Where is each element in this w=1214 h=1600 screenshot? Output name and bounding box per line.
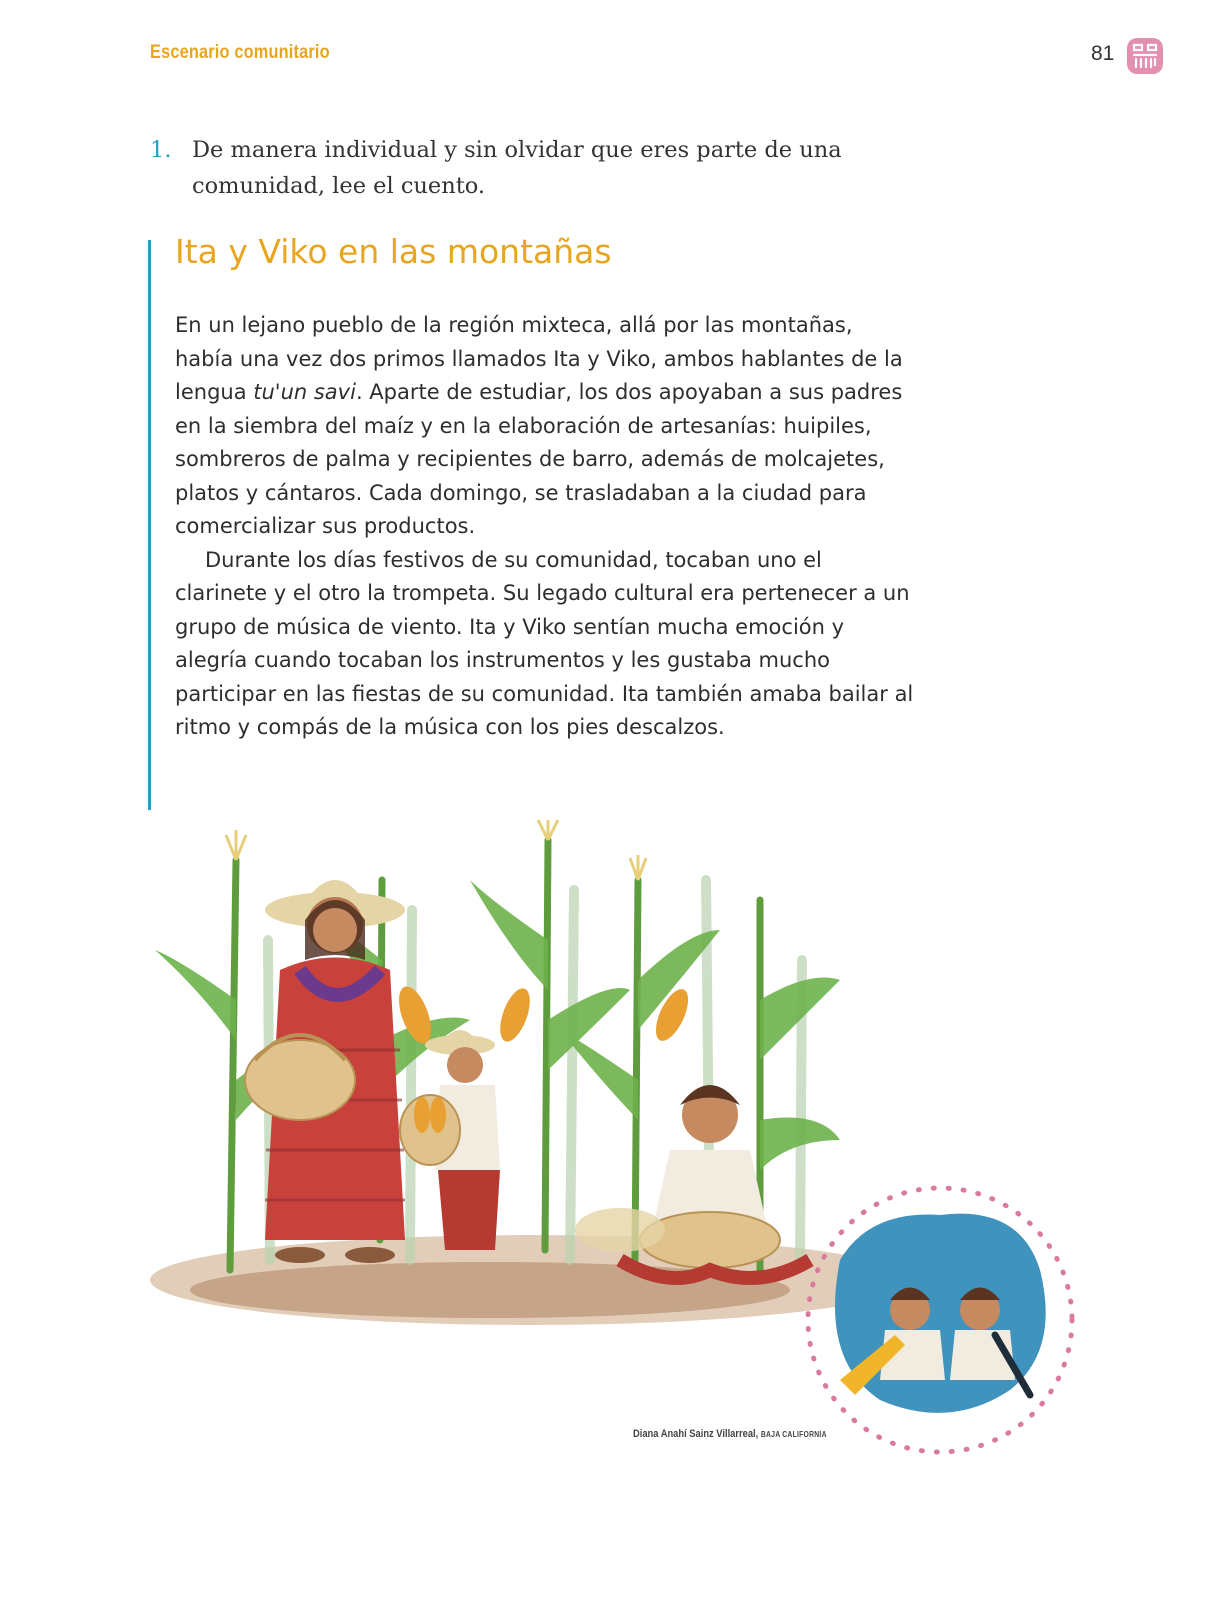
mixtec-glyph-icon xyxy=(1127,38,1163,74)
cornfield-illustration xyxy=(150,820,1214,1470)
activity-text: De manera individual y sin olvidar que eres parte de una comunidad, lee el cuento. xyxy=(192,137,842,199)
seated-boy-figure xyxy=(575,1085,810,1278)
music-inset xyxy=(808,1188,1072,1452)
story-p1-part: En un lejano pueblo de la región mixteca, allá por las montañas, había una vez dos primos llamados Ita y Viko, ambos hablantes de la lengua xyxy=(175,313,903,404)
credit-state: BAJA CALIFORNIA xyxy=(760,1430,827,1439)
story-p1-part: . Aparte de estudiar, los dos apoyaban a sus padres en la siembra del maíz y en la elaboración de artesanías: huipiles, sombreros de palma y recipientes de barro, además de molcajetes, platos y cántaros. Cada domingo, se trasladaban a la ciudad para comercializar sus productos. xyxy=(175,380,903,538)
story-title: Ita y Viko en las montañas xyxy=(175,232,612,271)
section-title: Escenario comunitario xyxy=(150,42,330,63)
activity-instruction xyxy=(150,132,910,204)
story-body xyxy=(175,309,915,745)
illustration-credit xyxy=(633,1428,827,1440)
story-accent-bar xyxy=(148,240,151,810)
story-paragraph-1 xyxy=(175,309,915,544)
credit-author: Diana Anahí Sainz Villarreal, xyxy=(633,1428,761,1440)
activity-number: 1. xyxy=(150,137,172,163)
story-p1-italic: tu'un savi xyxy=(253,380,356,404)
page-number: 81 xyxy=(1091,42,1115,65)
story-paragraph-2: Durante los días festivos de su comunidad, tocaban uno el clarinete y el otro la trompeta. Su legado cultural era pertenecer a un grupo de música de viento. Ita y Viko sentían mucha emoción y alegría cuando tocaban los instrumentos y les gustaba mucho participar en las fiestas de su comunidad. Ita también amaba bailar al ritmo y compás de la música con los pies descalzos. xyxy=(175,547,914,739)
